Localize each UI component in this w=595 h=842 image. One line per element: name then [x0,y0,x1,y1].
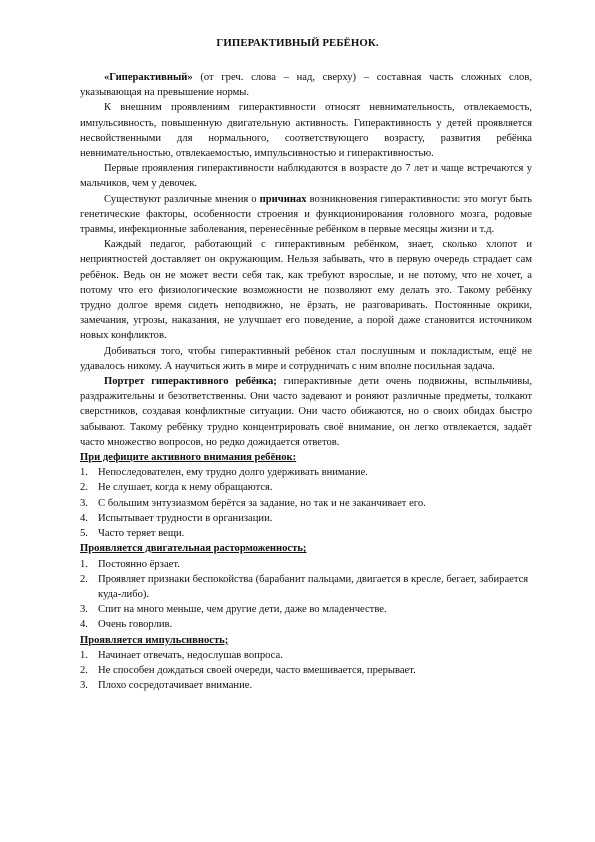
list-item [80,511,532,526]
list-item [80,663,532,678]
document-title: ГИПЕРАКТИВНЫЙ РЕБЁНОК. [216,37,379,49]
list-item [80,496,532,511]
list-number: 4. [80,512,88,524]
list-item-text: Часто теряет вещи. [98,528,185,540]
section-heading-motor: Проявляется двигательная расторможенность; [80,543,307,555]
list-number: 1. [80,467,88,479]
paragraph-causes [80,192,532,238]
definition-text: (от греч. слова – над, сверху) – составная часть сложных слов, указывающая на превышение нормы. [80,72,532,99]
list-number: 4. [80,619,88,631]
list-item [80,572,532,602]
list-number: 2. [80,664,88,676]
paragraph-definition [80,70,532,100]
list-item [80,526,532,541]
term-hyperactive: «Гиперактивный» [104,72,193,83]
list-item [80,602,532,617]
list-number: 2. [80,573,88,585]
portrait-text: гиперактивные дети очень подвижны, вспыльчивы, раздражительны и безответственны. Они часто задевают и роняют различные предметы, толкают сверстников, создавая конфликтные ситуации. Они часто обижаются, но о своих обидах быстро забывают. Такому ребёнку трудно концентрировать своё внимание, он легко отвлекается, задаёт часто множество вопросов, но редко дожидается ответов. [80,376,532,448]
list-item-text: Испытывает трудности в организации. [98,512,273,524]
paragraph-first-signs: Первые проявления гиперактивности наблюдаются в возрасте до 7 лет и чаще встречаются у мальчиков, чем у девочек. [80,163,532,190]
causes-text-after: возникновения гиперактивности: это могут быть генетические факторы, особенности строения и функционирования головного мозга, родовые травмы, инфекционные заболевания, перенесённые ребёнком в первые месяцы жизни и т.д. [80,193,533,236]
section-heading-attention: При дефиците активного внимания ребёнок: [80,452,297,464]
paragraph-teacher: Каждый педагог, работающий с гиперактивным ребёнком, знает, сколько хлопот и неприятностей доставляет он окружающим. Нельзя забывать, что в первую очередь страдает сам ребёнок. Ведь он не может вести себя так, как требуют взрослые, и не потому, что не хочет, а потому что его физиологические возможности не позволяют ему делать это. Такому ребёнку трудно долгое время сидеть неподвижно, не ёрзать, не разговаривать. Постоянные окрики, замечания, угрозы, наказания, не улучшает его поведение, а порой даже становится источником новых конфликтов. [80,239,532,342]
document-body [80,70,532,693]
list-item [80,465,532,480]
list-item-text: Постоянно ёрзает. [98,558,180,570]
section-heading-impulsivity: Проявляется импульсивность; [80,634,229,646]
list-item [80,648,532,663]
list-item [80,480,532,495]
list-item-text: С большим энтузиазмом берётся за задание, но так и не заканчивает его. [98,497,426,509]
list-item-text: Спит на много меньше, чем другие дети, даже во младенчестве. [98,604,387,616]
list-item [80,617,532,632]
list-impulsivity [80,648,532,694]
list-item [80,678,532,693]
paragraph-cooperation: Добиваться того, чтобы гиперактивный ребёнок стал послушным и покладистым, ещё не удавалось никому. А научиться жить в мире и сотрудничать с ним вполне посильная задача. [80,345,532,372]
list-item-text: Не способен дождаться своей очереди, часто вмешивается, прерывает. [98,664,416,676]
causes-text-before: Существуют различные мнения о [104,193,260,205]
list-item-text: Не слушает, когда к нему обращаются. [98,482,273,494]
list-item-text: Начинает отвечать, недослушав вопроса. [98,649,283,661]
list-number: 2. [80,482,88,494]
paragraph-manifestations: К внешним проявлениям гиперактивности относят невнимательность, отвлекаемость, импульсивность, повышенную двигательную активность. Гиперактивность у детей проявляется несвойственными для нормального, соответствующего возрасту, развития ребёнка невнимательностью, отвлекаемостью, импульсивностью и гиперактивностью. [80,102,532,160]
list-item-text: Плохо сосредотачивает внимание. [98,680,253,692]
list-item-text: Непоследователен, ему трудно долго удерживать внимание. [98,467,368,479]
list-motor [80,557,532,633]
paragraph-portrait [80,374,532,450]
list-number: 1. [80,558,88,570]
list-item-text: Проявляет признаки беспокойства (барабанит пальцами, двигается в кресле, бегает, забирается куда-либо). [98,573,529,600]
list-item-text: Очень говорлив. [98,619,173,631]
portrait-heading: Портрет гиперактивного ребёнка; [104,376,277,388]
list-attention [80,465,532,541]
list-number: 1. [80,649,88,661]
list-number: 3. [80,497,88,509]
list-number: 5. [80,528,88,540]
list-number: 3. [80,680,88,692]
list-item [80,557,532,572]
list-number: 3. [80,604,88,616]
causes-bold-word: причинах [259,193,307,205]
